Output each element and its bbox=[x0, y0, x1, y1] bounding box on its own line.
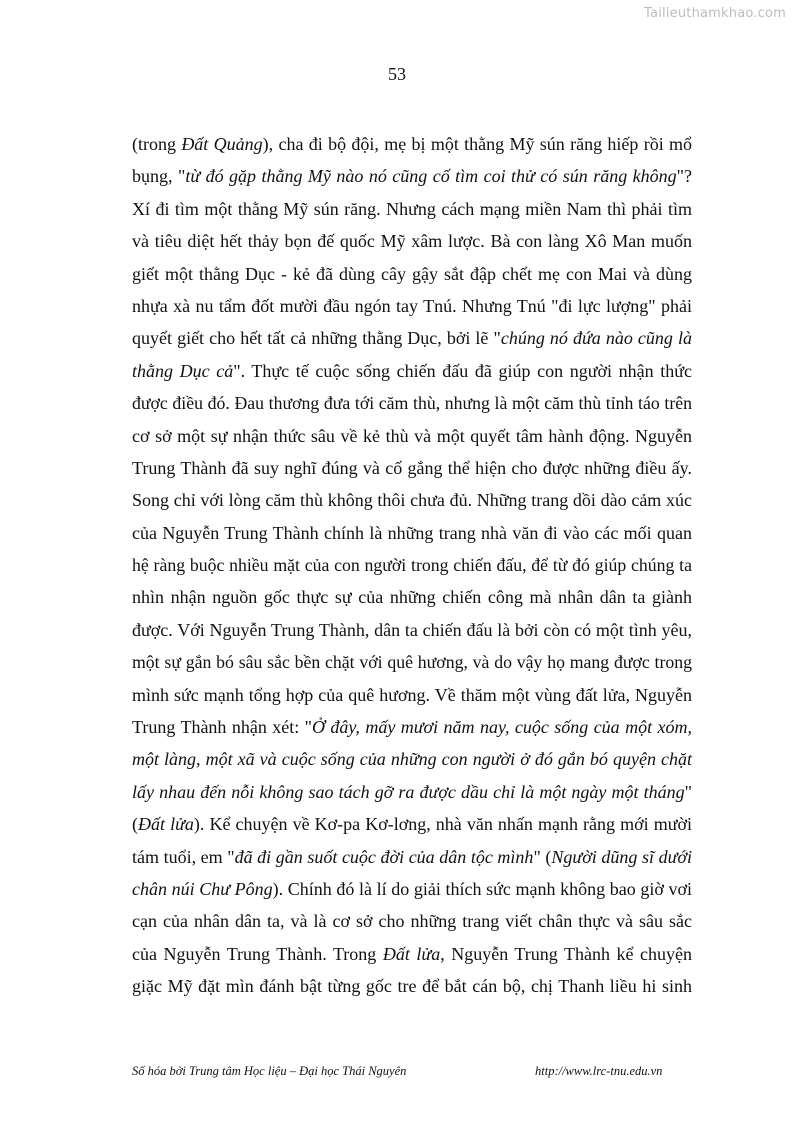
text-segment: Xí đi tìm một thằng Mỹ sún răng. Nhưng cách mạng miền Nam thì phải tìm bbox=[132, 198, 692, 219]
text-line bbox=[132, 452, 692, 484]
italic-segment: Đất Quảng bbox=[181, 134, 263, 154]
text-line bbox=[132, 193, 692, 225]
text-segment: của Nguyễn Trung Thành chính là những trang nhà văn đi vào các mối quan bbox=[132, 522, 692, 543]
body-text bbox=[132, 128, 692, 1003]
text-segment: mình sức mạnh tổng hợp của quê hương. Về thăm một vùng đất lửa, Nguyễn bbox=[132, 684, 692, 705]
text-segment: Song chỉ với lòng căm thù không thôi chưa đủ. Những trang dồi dào cảm xúc bbox=[132, 490, 692, 511]
text-line bbox=[132, 938, 692, 970]
text-segment: cạn của nhân dân ta, và là cơ sở cho những trang viết chân thực và sâu sắc bbox=[132, 911, 692, 932]
text-segment: "? bbox=[676, 166, 692, 187]
text-line bbox=[132, 290, 692, 322]
text-line bbox=[132, 420, 692, 452]
text-segment: (trong bbox=[132, 134, 182, 154]
text-segment: " ( bbox=[533, 846, 552, 867]
italic-segment: Đất lửa bbox=[382, 943, 441, 964]
text-line bbox=[132, 808, 692, 840]
text-segment: nhìn nhận nguồn gốc thực sự của những chiến công mà nhân dân ta giành bbox=[132, 587, 692, 608]
italic-segment: Người dũng sĩ dưới bbox=[551, 846, 692, 867]
text-line bbox=[132, 776, 692, 808]
text-segment: " bbox=[684, 781, 692, 802]
text-line bbox=[132, 517, 692, 549]
text-segment: và tiêu diệt hết thảy bọn đế quốc Mỹ xâm lược. Bà con làng Xô Man muốn bbox=[132, 231, 692, 252]
italic-segment: đã đi gần suốt cuộc đời của dân tộc mình bbox=[234, 846, 534, 867]
text-line bbox=[132, 614, 692, 646]
italic-segment: chúng nó đứa nào cũng là bbox=[500, 328, 692, 349]
text-line bbox=[132, 225, 692, 257]
text-segment: tám tuổi, em " bbox=[132, 846, 235, 867]
text-segment: của Nguyễn Trung Thành. Trong bbox=[132, 943, 383, 964]
text-line bbox=[132, 160, 692, 192]
text-line bbox=[132, 970, 692, 1002]
text-line bbox=[132, 905, 692, 937]
text-segment: ). Chính đó là lí do giải thích sức mạnh không bao giờ vơi bbox=[272, 878, 692, 899]
text-segment: ). Kể chuyện về Kơ-pa Kơ-lơng, nhà văn nhấn mạnh rằng mới mười bbox=[193, 814, 692, 835]
italic-segment: lấy nhau đến nỗi không sao tách gỡ ra được dầu chỉ là một ngày một tháng bbox=[132, 781, 685, 802]
text-segment: Trung Thành đã suy nghĩ đúng và cố gắng thể hiện cho được những điều ấy. bbox=[132, 457, 692, 478]
text-segment: giặc Mỹ đặt mìn đánh bật từng gốc tre để bắt cán bộ, chị Thanh liều hi sinh bbox=[132, 976, 692, 997]
italic-segment: thằng Dục cả bbox=[132, 360, 234, 381]
text-line bbox=[132, 549, 692, 581]
text-segment: hệ ràng buộc nhiều mặt của con người trong chiến đấu, để từ đó giúp chúng ta bbox=[132, 555, 692, 576]
text-segment: , Nguyễn Trung Thành kể chuyện bbox=[440, 943, 692, 964]
text-segment: ( bbox=[132, 814, 138, 835]
italic-segment: một làng, một xã và cuộc sống của những con người ở đó gắn bó quyện chặt bbox=[132, 749, 692, 770]
footer-url: http://www.lrc-tnu.edu.vn bbox=[535, 1064, 663, 1078]
text-segment: ), cha đi bộ đội, mẹ bị một thằng Mỹ sún răng hiếp rồi mổ bbox=[262, 134, 693, 154]
text-segment: được. Với Nguyễn Trung Thành, dân ta chiến đấu là bởi còn có một tình yêu, bbox=[132, 619, 692, 640]
text-line bbox=[132, 679, 692, 711]
page-number: 53 bbox=[388, 64, 406, 84]
text-line bbox=[132, 484, 692, 516]
text-segment: giết một thằng Dục - kẻ đã dùng cây gậy sắt đập chết mẹ con Mai và dùng bbox=[132, 263, 692, 284]
text-line bbox=[132, 322, 692, 354]
text-segment: quyết giết cho hết tất cả những thằng Dục, bởi lẽ " bbox=[132, 328, 501, 349]
text-segment: ". Thực tế cuộc sống chiến đấu đã giúp con người nhận thức bbox=[233, 360, 692, 381]
italic-segment: từ đó gặp thằng Mỹ nào nó cũng cố tìm coi thử có sún răng không bbox=[185, 166, 677, 187]
text-line bbox=[132, 711, 692, 743]
italic-segment: Ở đây, mấy mươi năm nay, cuộc sống của một xóm, bbox=[312, 717, 692, 738]
text-line bbox=[132, 646, 692, 678]
italic-segment: Đất lửa bbox=[138, 814, 194, 835]
text-line bbox=[132, 873, 692, 905]
text-line bbox=[132, 387, 692, 419]
watermark: Tailieuthamkhao.com bbox=[644, 6, 786, 21]
text-segment: một sự gắn bó sâu sắc bền chặt với quê hương, và do vậy họ mang được trong bbox=[132, 652, 692, 673]
text-segment: bụng, " bbox=[132, 166, 186, 187]
text-line bbox=[132, 128, 692, 160]
italic-segment: chân núi Chư Pông bbox=[132, 878, 273, 899]
text-line bbox=[132, 581, 692, 613]
text-segment: được điều đó. Đau thương đưa tới căm thù, nhưng là một căm thù tỉnh táo trên bbox=[132, 393, 692, 414]
text-line bbox=[132, 743, 692, 775]
text-segment: Trung Thành nhận xét: " bbox=[132, 717, 312, 738]
footer-source: Số hóa bởi Trung tâm Học liệu – Đại học Thái Nguyên bbox=[132, 1064, 407, 1078]
text-segment: nhựa xà nu tẩm đốt mười đầu ngón tay Tnú. Nhưng Tnú "đi lực lượng" phải bbox=[132, 295, 692, 316]
text-line bbox=[132, 355, 692, 387]
text-line bbox=[132, 258, 692, 290]
text-segment: cơ sở một sự nhận thức sâu về kẻ thù và một quyết tâm hành động. Nguyễn bbox=[132, 425, 692, 446]
text-line bbox=[132, 841, 692, 873]
